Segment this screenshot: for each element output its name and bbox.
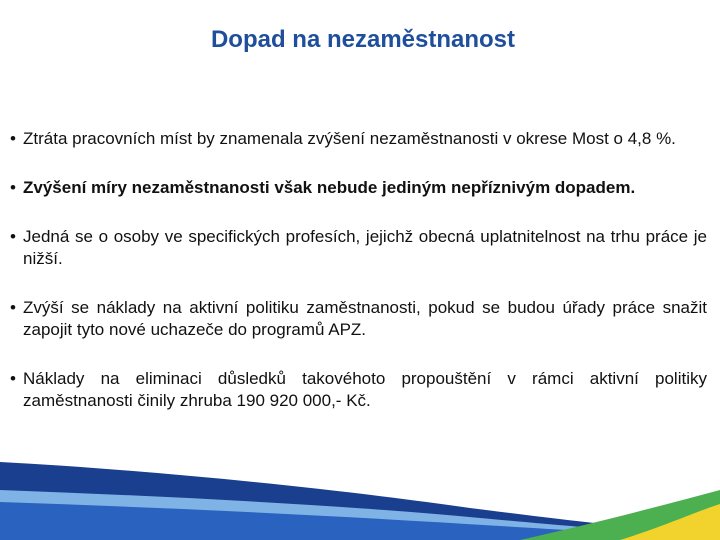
bullet-item xyxy=(10,177,707,199)
bullet-item xyxy=(10,297,707,341)
bullet-list xyxy=(10,128,707,439)
bullet-dot: • xyxy=(10,129,16,148)
bullet-item xyxy=(10,128,707,150)
bullet-item xyxy=(10,368,707,412)
bullet-dot: • xyxy=(10,178,16,197)
bullet-text: Náklady na eliminaci důsledků takovéhoto propouštění v rámci aktivní politiky zaměstnanosti činily zhruba 190 920 000,- Kč. xyxy=(23,369,707,410)
bullet-item xyxy=(10,226,707,270)
bullet-text: Zvýší se náklady na aktivní politiku zaměstnanosti, pokud se budou úřady práce snažit zapojit tyto nové uchazeče do programů APZ. xyxy=(23,298,707,339)
bullet-dot: • xyxy=(10,298,16,317)
bullet-dot: • xyxy=(10,369,16,388)
decorative-wave-footer xyxy=(0,460,720,540)
bullet-text: Ztráta pracovních míst by znamenala zvýšení nezaměstnanosti v okrese Most o 4,8 %. xyxy=(23,129,676,148)
bullet-text: Jedná se o osoby ve specifických profesích, jejichž obecná uplatnitelnost na trhu práce je nižší. xyxy=(23,227,707,268)
slide-title: Dopad na nezaměstnanost xyxy=(210,26,516,53)
bullet-dot: • xyxy=(10,227,16,246)
bullet-text: Zvýšení míry nezaměstnanosti však nebude jediným nepříznivým dopadem. xyxy=(23,178,636,197)
